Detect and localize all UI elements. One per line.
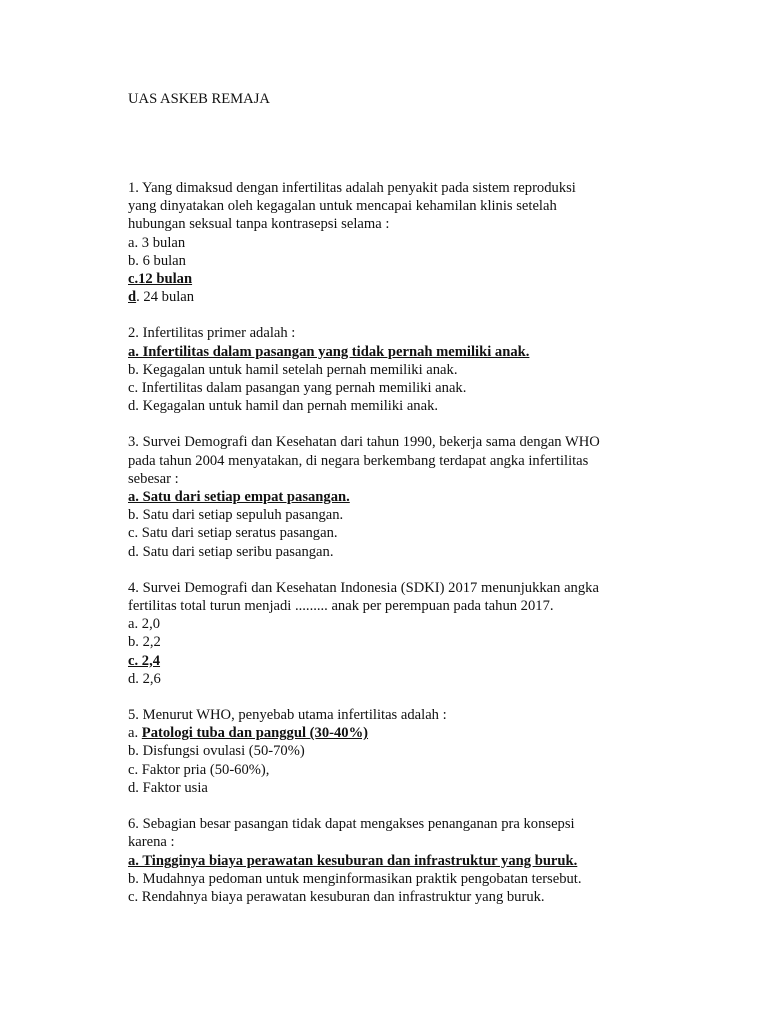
option-text: a. Tingginya biaya perawatan kesuburan dan infrastruktur yang buruk. xyxy=(128,852,578,869)
question-text-line: 4. Survei Demografi dan Kesehatan Indonesia (SDKI) 2017 menunjukkan angka xyxy=(128,579,599,596)
question-text-line: 6. Sebagian besar pasangan tidak dapat mengakses penanganan pra konsepsi xyxy=(128,816,575,833)
question-1 xyxy=(128,179,668,306)
option-text: a. Satu dari setiap empat pasangan. xyxy=(128,489,350,506)
option-text: d. Satu dari setiap seribu pasangan. xyxy=(128,543,334,560)
option-text: . 24 bulan xyxy=(136,289,195,306)
answer-option xyxy=(128,252,668,270)
answer-option xyxy=(128,615,668,633)
option-text: c. Infertilitas dalam pasangan yang pernah memiliki anak. xyxy=(128,380,467,397)
question-6 xyxy=(128,815,668,906)
option-text: b. 2,2 xyxy=(128,634,161,651)
option-text: b. Mudahnya pedoman untuk menginformasikan praktik pengobatan tersebut. xyxy=(128,870,582,887)
question-text-line: pada tahun 2004 menyatakan, di negara berkembang terdapat angka infertilitas xyxy=(128,452,589,469)
answer-option-correct xyxy=(128,652,668,670)
answer-option xyxy=(128,379,668,397)
answer-option xyxy=(128,397,668,415)
question-5 xyxy=(128,706,668,797)
answer-option xyxy=(128,633,668,651)
option-text: a. 2,0 xyxy=(128,616,161,633)
document-title: UAS ASKEB REMAJA xyxy=(128,91,270,107)
option-text: b. Disfungsi ovulasi (50-70%) xyxy=(128,743,305,760)
question-text-line: 3. Survei Demografi dan Kesehatan dari tahun 1990, bekerja sama dengan WHO xyxy=(128,434,600,451)
question-text-line: 1. Yang dimaksud dengan infertilitas adalah penyakit pada sistem reproduksi xyxy=(128,180,576,196)
option-text: c. Faktor pria (50-60%), xyxy=(128,761,270,778)
option-text: a. 3 bulan xyxy=(128,234,186,251)
answer-option xyxy=(128,234,668,252)
answer-option xyxy=(128,288,668,306)
option-text: b. 6 bulan xyxy=(128,252,186,269)
question-2 xyxy=(128,324,668,415)
answer-option xyxy=(128,506,668,524)
question-3 xyxy=(128,433,668,560)
option-text: c.12 bulan xyxy=(128,271,193,288)
option-text: Patologi tuba dan panggul (30-40%) xyxy=(141,725,369,742)
question-list xyxy=(128,179,668,924)
answer-option-correct xyxy=(128,724,668,742)
answer-option xyxy=(128,761,668,779)
question-4 xyxy=(128,579,668,688)
option-text: b. Kegagalan untuk hamil setelah pernah memiliki anak. xyxy=(128,361,458,378)
answer-option xyxy=(128,870,668,888)
answer-option-correct xyxy=(128,488,668,506)
answer-option xyxy=(128,361,668,379)
option-text: a. Infertilitas dalam pasangan yang tidak pernah memiliki anak. xyxy=(128,343,530,360)
answer-option xyxy=(128,543,668,561)
option-text: c. Satu dari setiap seratus pasangan. xyxy=(128,525,338,542)
answer-option xyxy=(128,670,668,688)
answer-option xyxy=(128,779,668,797)
option-letter: d xyxy=(128,289,137,306)
answer-option-correct xyxy=(128,270,668,288)
option-text: d. 2,6 xyxy=(128,670,161,687)
answer-option xyxy=(128,742,668,760)
question-text-line: sebesar : xyxy=(128,470,179,487)
option-letter: a. xyxy=(128,725,142,742)
option-text: c. 2,4 xyxy=(128,652,161,669)
answer-option-correct xyxy=(128,343,668,361)
answer-option xyxy=(128,888,668,906)
option-text: b. Satu dari setiap sepuluh pasangan. xyxy=(128,507,344,524)
answer-option xyxy=(128,524,668,542)
option-text: d. Kegagalan untuk hamil dan pernah memiliki anak. xyxy=(128,398,439,415)
question-text-line: 2. Infertilitas primer adalah : xyxy=(128,325,296,342)
option-text: c. Rendahnya biaya perawatan kesuburan dan infrastruktur yang buruk. xyxy=(128,888,545,905)
question-text-line: karena : xyxy=(128,834,175,851)
question-text-line: 5. Menurut WHO, penyebab utama infertilitas adalah : xyxy=(128,707,447,724)
option-text: d. Faktor usia xyxy=(128,779,208,796)
question-text-line: hubungan seksual tanpa kontrasepsi selama : xyxy=(128,216,390,233)
question-text-line: fertilitas total turun menjadi ......... anak per perempuan pada tahun 2017. xyxy=(128,598,554,615)
answer-option-correct xyxy=(128,852,668,870)
question-text-line: yang dinyatakan oleh kegagalan untuk mencapai kehamilan klinis setelah xyxy=(128,198,557,215)
